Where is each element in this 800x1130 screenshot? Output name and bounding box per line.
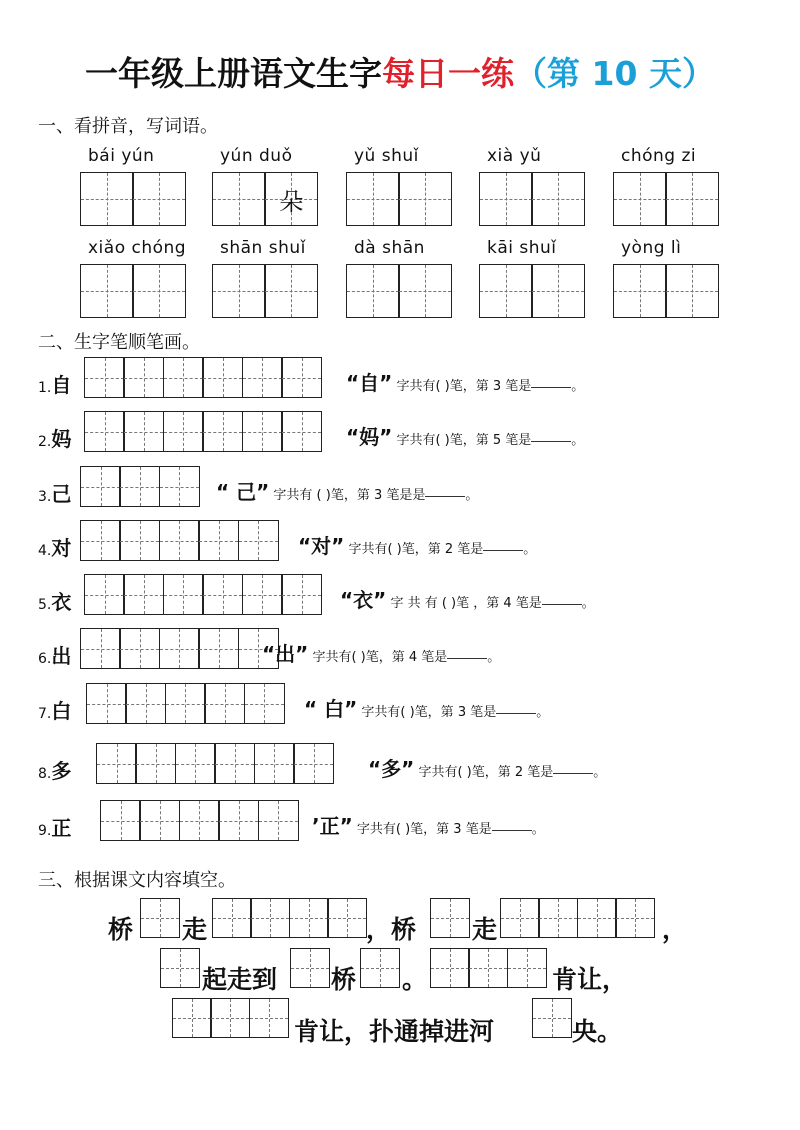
writing-cell[interactable] bbox=[258, 800, 299, 841]
pinyin-label: xiǎo chóng bbox=[88, 238, 187, 258]
prefilled-char bbox=[532, 265, 584, 317]
question-end: 。 bbox=[571, 379, 585, 394]
writing-cell[interactable] bbox=[346, 264, 400, 318]
text-fragment: 走 bbox=[182, 915, 208, 944]
question-char: 出 bbox=[51, 644, 72, 668]
fill-box[interactable] bbox=[160, 948, 200, 988]
writing-cell[interactable] bbox=[198, 628, 239, 669]
writing-cell[interactable] bbox=[346, 172, 400, 226]
page-title bbox=[0, 48, 800, 95]
writing-cell[interactable] bbox=[159, 520, 200, 561]
answer-blank[interactable] bbox=[483, 549, 523, 551]
title-main: 一年级上册语文生字 bbox=[85, 54, 383, 93]
answer-blank[interactable] bbox=[531, 440, 571, 442]
question-char: 对 bbox=[51, 536, 72, 560]
writing-cell[interactable] bbox=[163, 411, 204, 452]
prefilled-char bbox=[666, 265, 718, 317]
question-text: 字共有( )笔，第 2 笔是 bbox=[348, 542, 484, 557]
stroke-question bbox=[216, 476, 478, 505]
word-box[interactable] bbox=[479, 264, 585, 318]
stroke-question bbox=[340, 584, 595, 613]
question-char: 自 bbox=[51, 373, 72, 397]
writing-cell[interactable] bbox=[665, 172, 719, 226]
text-fragment: ，桥 bbox=[366, 915, 417, 944]
writing-cell[interactable] bbox=[165, 683, 206, 724]
writing-cell[interactable] bbox=[398, 264, 452, 318]
writing-cell[interactable] bbox=[160, 948, 200, 988]
stroke-order-grid[interactable] bbox=[96, 743, 334, 784]
word-box[interactable] bbox=[479, 172, 585, 226]
stroke-question-label bbox=[38, 369, 71, 398]
answer-blank[interactable] bbox=[492, 829, 532, 831]
writing-cell[interactable] bbox=[132, 172, 186, 226]
answer-blank[interactable] bbox=[531, 386, 571, 388]
writing-cell[interactable] bbox=[242, 357, 283, 398]
writing-cell[interactable] bbox=[244, 683, 285, 724]
writing-cell[interactable] bbox=[210, 998, 250, 1038]
writing-cell[interactable] bbox=[159, 628, 200, 669]
prefilled-char bbox=[213, 265, 265, 317]
prefilled-char bbox=[532, 173, 584, 225]
writing-cell[interactable] bbox=[500, 898, 540, 938]
fill-box[interactable] bbox=[430, 898, 470, 938]
question-number: 1. bbox=[38, 380, 52, 396]
prefilled-char bbox=[81, 173, 133, 225]
question-end: 。 bbox=[465, 488, 479, 503]
question-end: 。 bbox=[523, 542, 537, 557]
writing-cell[interactable] bbox=[531, 264, 585, 318]
text-fragment: 桥 bbox=[108, 915, 134, 944]
writing-cell[interactable] bbox=[84, 574, 125, 615]
quoted-char: ’正” bbox=[312, 814, 353, 838]
text-fragment: 桥 bbox=[331, 965, 357, 994]
writing-cell[interactable] bbox=[80, 172, 134, 226]
stroke-question bbox=[346, 421, 584, 450]
stroke-question-label bbox=[38, 532, 71, 561]
writing-cell[interactable] bbox=[281, 357, 322, 398]
writing-cell[interactable] bbox=[242, 574, 283, 615]
stroke-question bbox=[346, 367, 584, 396]
prefilled-char bbox=[133, 173, 185, 225]
prefilled-char bbox=[81, 265, 133, 317]
pinyin-label: yǔ shuǐ bbox=[354, 146, 419, 166]
writing-cell[interactable] bbox=[119, 628, 160, 669]
writing-cell[interactable] bbox=[398, 172, 452, 226]
question-char: 白 bbox=[51, 699, 72, 723]
question-char: 妈 bbox=[51, 427, 72, 451]
text-fragment: 肯让， bbox=[552, 965, 628, 994]
question-number: 7. bbox=[38, 706, 52, 722]
text-fragment: ， bbox=[662, 915, 688, 944]
question-text: 字共有( )笔，第 5 笔是 bbox=[396, 433, 532, 448]
question-text: 字共有( )笔，第 3 笔是 bbox=[396, 379, 532, 394]
writing-cell[interactable] bbox=[264, 264, 318, 318]
prefilled-char bbox=[666, 173, 718, 225]
prefilled-char bbox=[347, 265, 399, 317]
fill-box[interactable] bbox=[532, 998, 572, 1038]
quoted-char: “ 己” bbox=[216, 480, 270, 504]
writing-cell[interactable] bbox=[163, 357, 204, 398]
writing-cell[interactable] bbox=[212, 172, 266, 226]
question-text: 字共有( )笔，第 3 笔是 bbox=[361, 705, 497, 720]
question-number: 8. bbox=[38, 766, 52, 782]
question-number: 5. bbox=[38, 597, 52, 613]
writing-cell[interactable] bbox=[615, 898, 655, 938]
pinyin-label: kāi shuǐ bbox=[487, 238, 557, 258]
prefilled-char bbox=[614, 173, 666, 225]
writing-cell[interactable] bbox=[613, 264, 667, 318]
stroke-order-grid[interactable] bbox=[86, 683, 285, 724]
writing-cell[interactable] bbox=[80, 520, 121, 561]
stroke-question bbox=[262, 638, 500, 667]
fill-box[interactable] bbox=[290, 948, 330, 988]
writing-cell[interactable] bbox=[360, 948, 400, 988]
word-box[interactable] bbox=[212, 172, 318, 226]
writing-cell[interactable] bbox=[80, 466, 121, 507]
quoted-char: “多” bbox=[368, 757, 415, 781]
stroke-question-label bbox=[38, 755, 71, 784]
writing-cell[interactable] bbox=[179, 800, 220, 841]
writing-cell[interactable] bbox=[293, 743, 334, 784]
fill-box[interactable] bbox=[430, 948, 547, 988]
stroke-order-grid[interactable] bbox=[80, 628, 279, 669]
prefilled-char bbox=[399, 173, 451, 225]
writing-cell[interactable] bbox=[198, 520, 239, 561]
prefilled-char bbox=[213, 173, 265, 225]
prefilled-char bbox=[347, 173, 399, 225]
writing-cell[interactable] bbox=[468, 948, 508, 988]
answer-blank[interactable] bbox=[542, 603, 582, 605]
section2-heading: 二、生字笔顺笔画。 bbox=[38, 332, 200, 353]
stroke-question-label bbox=[38, 640, 71, 669]
prefilled-char: 朵 bbox=[279, 187, 304, 216]
writing-cell[interactable] bbox=[242, 411, 283, 452]
answer-blank[interactable] bbox=[425, 495, 465, 497]
stroke-question bbox=[304, 693, 549, 722]
writing-cell[interactable] bbox=[202, 411, 243, 452]
stroke-order-grid[interactable] bbox=[84, 574, 322, 615]
prefilled-char bbox=[480, 173, 532, 225]
writing-cell[interactable] bbox=[100, 800, 141, 841]
stroke-question-label bbox=[38, 812, 71, 841]
prefilled-char bbox=[133, 265, 185, 317]
writing-cell[interactable] bbox=[172, 998, 212, 1038]
quoted-char: “出” bbox=[262, 642, 309, 666]
pinyin-label: xià yǔ bbox=[487, 146, 542, 166]
stroke-question bbox=[298, 530, 536, 559]
writing-cell[interactable] bbox=[132, 264, 186, 318]
writing-cell[interactable] bbox=[140, 898, 180, 938]
text-fragment: 肯让，扑通掉进河 bbox=[294, 1017, 495, 1046]
pinyin-label: chóng zi bbox=[621, 146, 697, 166]
writing-cell[interactable] bbox=[204, 683, 245, 724]
word-box[interactable] bbox=[80, 264, 186, 318]
stroke-question-label bbox=[38, 695, 71, 724]
answer-blank[interactable] bbox=[447, 657, 487, 659]
stroke-question-label bbox=[38, 586, 71, 615]
stroke-order-grid[interactable] bbox=[80, 520, 279, 561]
quoted-char: “衣” bbox=[340, 588, 387, 612]
quoted-char: “对” bbox=[298, 534, 345, 558]
writing-cell[interactable] bbox=[289, 898, 329, 938]
writing-cell[interactable] bbox=[212, 898, 252, 938]
section1-heading: 一、看拼音，写词语。 bbox=[38, 116, 218, 137]
writing-cell[interactable] bbox=[281, 411, 322, 452]
fill-box[interactable] bbox=[140, 898, 180, 938]
question-number: 6. bbox=[38, 651, 52, 667]
writing-cell[interactable] bbox=[249, 998, 289, 1038]
writing-cell[interactable] bbox=[86, 683, 127, 724]
writing-cell[interactable] bbox=[479, 264, 533, 318]
fill-box[interactable] bbox=[172, 998, 289, 1038]
stroke-order-grid[interactable] bbox=[100, 800, 299, 841]
word-box[interactable] bbox=[346, 172, 452, 226]
pinyin-label: dà shān bbox=[354, 238, 425, 258]
writing-cell[interactable] bbox=[159, 466, 200, 507]
writing-cell[interactable] bbox=[665, 264, 719, 318]
writing-cell[interactable] bbox=[135, 743, 176, 784]
writing-cell[interactable] bbox=[290, 948, 330, 988]
text-fragment: 走 bbox=[472, 915, 498, 944]
prefilled-char bbox=[399, 265, 451, 317]
fill-box[interactable] bbox=[360, 948, 400, 988]
writing-cell[interactable] bbox=[212, 264, 266, 318]
writing-cell[interactable] bbox=[264, 172, 318, 226]
question-text: 字 共 有 ( )笔 ，第 4 笔是 bbox=[390, 596, 542, 611]
stroke-order-grid[interactable] bbox=[84, 357, 322, 398]
answer-blank[interactable] bbox=[553, 772, 593, 774]
question-text: 字共有( )笔，第 4 笔是 bbox=[312, 650, 448, 665]
section3-heading: 三、根据课文内容填空。 bbox=[38, 870, 236, 891]
question-end: 。 bbox=[581, 596, 595, 611]
word-box[interactable] bbox=[613, 264, 719, 318]
prefilled-char bbox=[265, 265, 317, 317]
text-fragment: 央。 bbox=[572, 1017, 623, 1046]
writing-cell[interactable] bbox=[327, 898, 367, 938]
question-end: 。 bbox=[571, 433, 585, 448]
writing-cell[interactable] bbox=[80, 264, 134, 318]
writing-cell[interactable] bbox=[80, 628, 121, 669]
writing-cell[interactable] bbox=[119, 520, 160, 561]
writing-cell[interactable] bbox=[218, 800, 259, 841]
question-end: 。 bbox=[531, 822, 545, 837]
title-highlight: 每日一练 bbox=[382, 54, 515, 93]
answer-blank[interactable] bbox=[496, 712, 536, 714]
writing-cell[interactable] bbox=[238, 520, 279, 561]
writing-cell[interactable] bbox=[254, 743, 295, 784]
pinyin-label: yòng lì bbox=[621, 238, 682, 258]
writing-cell[interactable] bbox=[202, 357, 243, 398]
question-char: 己 bbox=[51, 482, 72, 506]
text-fragment: 起走到 bbox=[202, 965, 278, 994]
writing-cell[interactable] bbox=[123, 574, 164, 615]
writing-cell[interactable] bbox=[479, 172, 533, 226]
fill-box[interactable] bbox=[500, 898, 655, 938]
writing-cell[interactable] bbox=[577, 898, 617, 938]
title-day: （第 10 天） bbox=[514, 54, 715, 93]
word-box[interactable] bbox=[346, 264, 452, 318]
stroke-question-label bbox=[38, 478, 71, 507]
writing-cell[interactable] bbox=[163, 574, 204, 615]
fill-box[interactable] bbox=[212, 898, 367, 938]
writing-cell[interactable] bbox=[123, 357, 164, 398]
stroke-question bbox=[368, 753, 606, 782]
text-fragment: 。 bbox=[402, 965, 428, 994]
writing-cell[interactable] bbox=[119, 466, 160, 507]
pinyin-label: shān shuǐ bbox=[220, 238, 306, 258]
word-box[interactable] bbox=[80, 172, 186, 226]
question-text: 字共有( )笔，第 3 笔是 bbox=[356, 822, 492, 837]
writing-cell[interactable] bbox=[430, 898, 470, 938]
writing-cell[interactable] bbox=[250, 898, 290, 938]
stroke-order-grid[interactable] bbox=[80, 466, 200, 507]
writing-cell[interactable] bbox=[538, 898, 578, 938]
pinyin-label: yún duǒ bbox=[220, 146, 293, 166]
question-number: 9. bbox=[38, 823, 52, 839]
writing-cell[interactable] bbox=[531, 172, 585, 226]
writing-cell[interactable] bbox=[281, 574, 322, 615]
stroke-order-grid[interactable] bbox=[84, 411, 322, 452]
prefilled-char bbox=[614, 265, 666, 317]
question-number: 4. bbox=[38, 543, 52, 559]
question-end: 。 bbox=[536, 705, 550, 720]
writing-cell[interactable] bbox=[214, 743, 255, 784]
writing-cell[interactable] bbox=[84, 411, 125, 452]
writing-cell[interactable] bbox=[125, 683, 166, 724]
question-char: 正 bbox=[51, 816, 72, 840]
stroke-question-label bbox=[38, 423, 71, 452]
pinyin-label: bái yún bbox=[88, 146, 155, 166]
writing-cell[interactable] bbox=[507, 948, 547, 988]
quoted-char: “ 白” bbox=[304, 697, 358, 721]
writing-cell[interactable] bbox=[139, 800, 180, 841]
question-number: 3. bbox=[38, 489, 52, 505]
stroke-question bbox=[312, 810, 545, 839]
question-end: 。 bbox=[593, 765, 607, 780]
question-text: 字共有( )笔，第 2 笔是 bbox=[418, 765, 554, 780]
quoted-char: “自” bbox=[346, 371, 393, 395]
writing-cell[interactable] bbox=[430, 948, 470, 988]
question-char: 多 bbox=[51, 759, 72, 783]
writing-cell[interactable] bbox=[96, 743, 137, 784]
writing-cell[interactable] bbox=[84, 357, 125, 398]
prefilled-char bbox=[480, 265, 532, 317]
question-number: 2. bbox=[38, 434, 52, 450]
writing-cell[interactable] bbox=[532, 998, 572, 1038]
writing-cell[interactable] bbox=[202, 574, 243, 615]
question-text: 字共有 ( )笔，第 3 笔是是 bbox=[273, 488, 426, 503]
quoted-char: “妈” bbox=[346, 425, 393, 449]
word-box[interactable] bbox=[212, 264, 318, 318]
question-char: 衣 bbox=[51, 590, 72, 614]
writing-cell[interactable] bbox=[175, 743, 216, 784]
question-end: 。 bbox=[487, 650, 501, 665]
word-box[interactable] bbox=[613, 172, 719, 226]
writing-cell[interactable] bbox=[613, 172, 667, 226]
writing-cell[interactable] bbox=[123, 411, 164, 452]
